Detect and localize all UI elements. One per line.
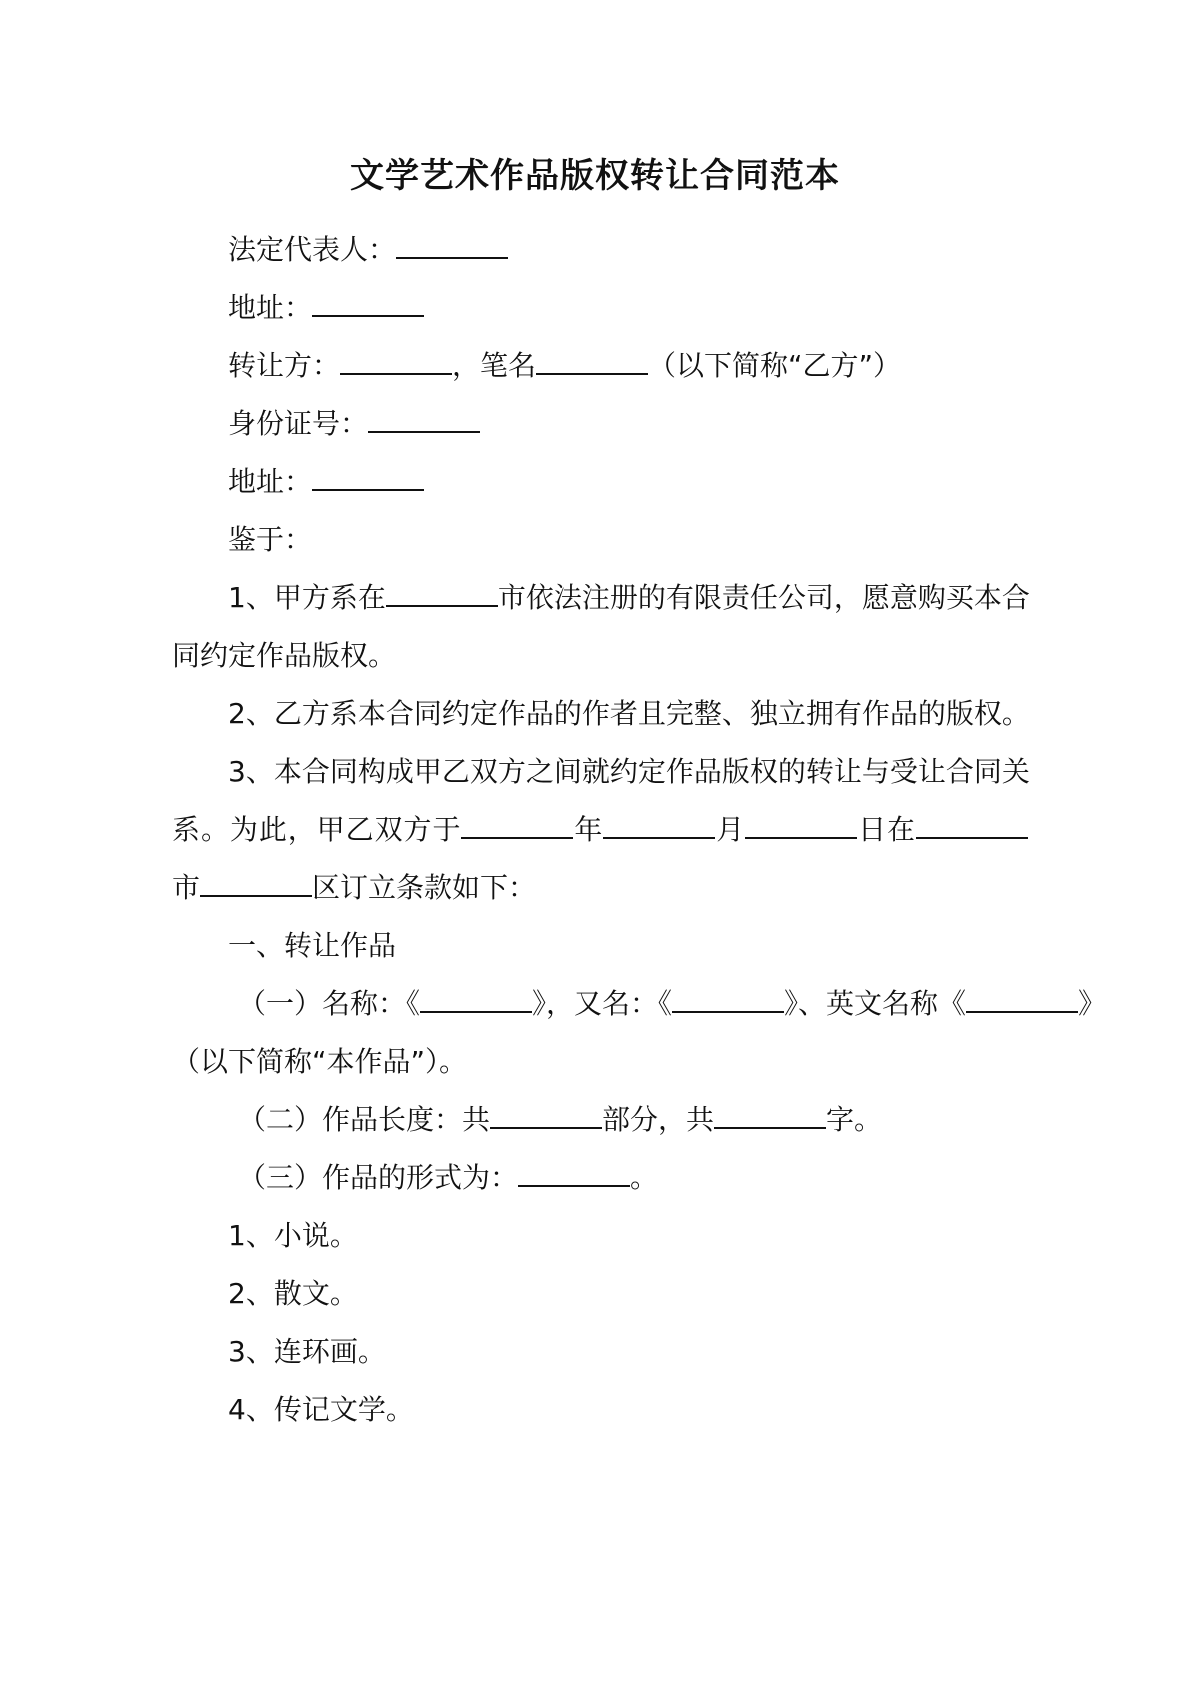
blank-field: [745, 813, 857, 839]
clause-3-text: 区订立条款如下：: [312, 871, 537, 904]
form-3: 3、连环画。: [228, 1335, 386, 1368]
transferor-line: [228, 346, 901, 386]
id-label: 身份证号：: [228, 407, 369, 440]
year-label: 年: [573, 813, 604, 846]
blank-field: [536, 349, 648, 375]
month-label: 月: [715, 813, 746, 846]
blank-field: [420, 987, 532, 1013]
address-line-1: [228, 288, 424, 328]
id-line: [228, 404, 480, 444]
document-title: 文学艺术作品版权转让合同范本: [350, 156, 840, 196]
clause-3-line-1: 3、本合同构成甲乙双方之间就约定作品版权的转让与受让合同关: [228, 755, 1030, 788]
blank-field: [340, 349, 452, 375]
clause-1-line-2: 同约定作品版权。: [172, 639, 397, 672]
day-label: 日在: [857, 813, 916, 846]
pen-name-label: ，笔名: [452, 349, 537, 382]
clause-1-text: 市依法注册的有限责任公司，愿意购买本合: [497, 581, 1030, 614]
blank-field: [518, 1161, 630, 1187]
blank-field: [386, 581, 498, 607]
clause-2: 2、乙方系本合同约定作品的作者且完整、独立拥有作品的版权。: [228, 697, 1030, 730]
address-line-2: [228, 462, 424, 502]
blank-field: [396, 233, 508, 259]
address-label: 地址：: [228, 465, 313, 498]
clause-3-text: 系。为此，甲乙双方于: [172, 813, 462, 846]
item-2: [238, 1100, 882, 1140]
blank-field: [603, 813, 715, 839]
blank-field: [312, 465, 424, 491]
item-3: [238, 1158, 658, 1198]
blank-field: [490, 1103, 602, 1129]
blank-field: [714, 1103, 826, 1129]
blank-field: [461, 813, 573, 839]
form-2: 2、散文。: [228, 1277, 358, 1310]
clause-1-line-1: [228, 578, 1030, 618]
item-3-text: 。: [630, 1161, 659, 1194]
transferor-label: 转让方：: [228, 349, 341, 382]
blank-field: [200, 871, 312, 897]
blank-field: [368, 407, 480, 433]
form-4: 4、传记文学。: [228, 1393, 414, 1426]
item-1-text: 》: [1078, 987, 1107, 1020]
blank-field: [966, 987, 1078, 1013]
rep-line: [228, 230, 508, 270]
item-2-text: （二）作品长度：共: [238, 1103, 491, 1136]
clause-3-line-2: [172, 810, 1028, 850]
item-1-line-1: [238, 984, 1106, 1024]
clause-1-text: 1、甲方系在: [228, 581, 386, 614]
address-label: 地址：: [228, 291, 313, 324]
item-3-text: （三）作品的形式为：: [238, 1161, 519, 1194]
blank-field: [312, 291, 424, 317]
whereas-heading: 鉴于：: [228, 523, 313, 556]
clause-3-line-3: [172, 868, 536, 908]
blank-field: [672, 987, 784, 1013]
form-1: 1、小说。: [228, 1219, 358, 1252]
city-label: 市: [172, 871, 201, 904]
item-1-line-2: （以下简称“本作品”）。: [172, 1045, 468, 1078]
item-1-text: 》、英文名称《: [784, 987, 967, 1020]
item-2-text: 部分，共: [602, 1103, 715, 1136]
blank-field: [916, 813, 1028, 839]
item-2-text: 字。: [826, 1103, 883, 1136]
section-1-heading: 一、转让作品: [228, 929, 397, 962]
item-1-text: 》，又名：《: [532, 987, 673, 1020]
rep-label: 法定代表人：: [228, 233, 397, 266]
transferor-suffix: （以下简称“乙方”）: [648, 349, 902, 382]
item-1-text: （一）名称：《: [238, 987, 421, 1020]
